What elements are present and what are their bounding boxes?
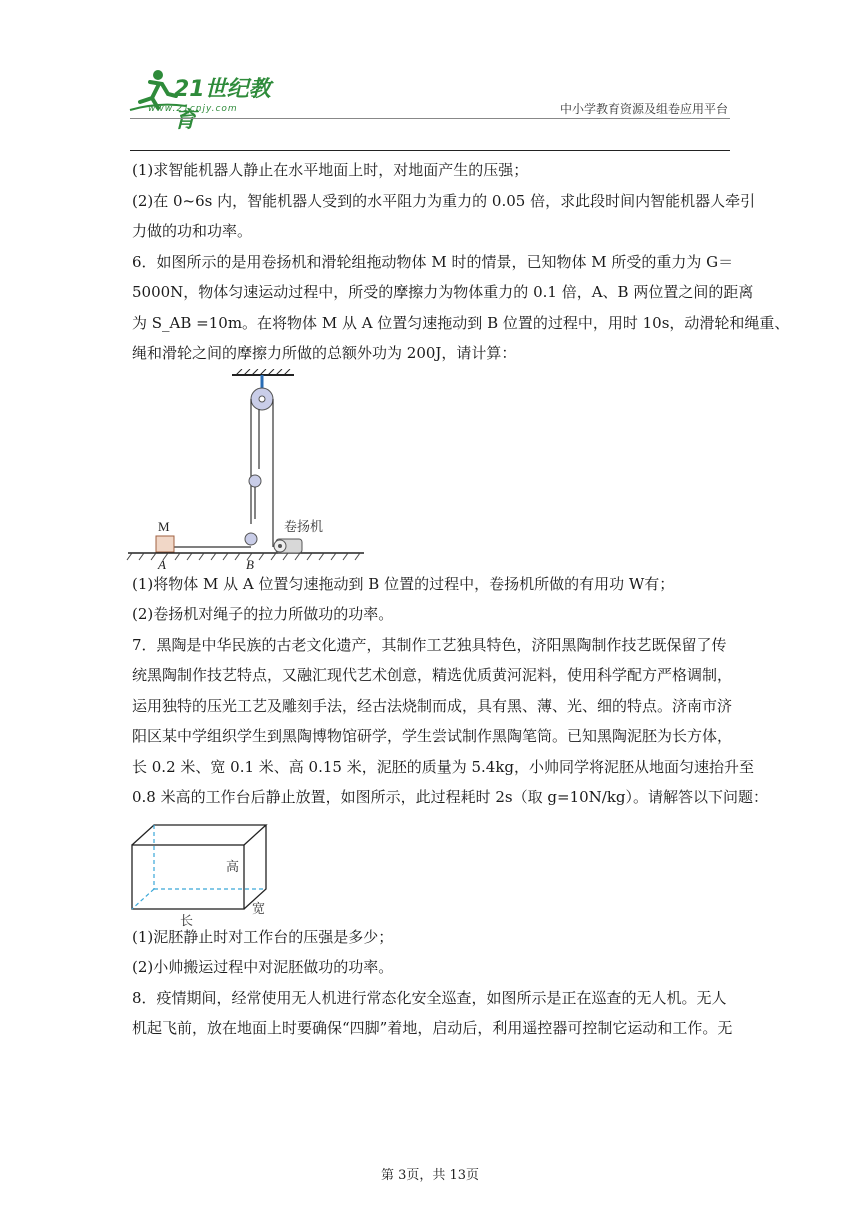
question-8: 8．疫情期间，经常使用无人机进行常态化安全巡查，如图所示是正在巡查的无人机。无人 机起飞前，放在地面上时要确保“四脚”着地，启动后，利用遥控器可控制它运动和工作。无 <box>132 988 733 1037</box>
q6-sub1: (1)将物体 M 从 A 位置匀速拖动到 B 位置的过程中，卷扬机所做的有用功 W有； <box>132 574 675 593</box>
page-number: 第 3页，共 13页 <box>380 1168 480 1183</box>
q7-sub2: (2)小帅搬运过程中对泥胚做功的功率。 <box>132 958 394 976</box>
label-length: 长 <box>180 912 194 927</box>
q5-sub2: (2)在 0~6s 内，智能机器人受到的水平阻力为重力的 0.05 倍，求此段时间内智能机器人牵引 力做的功和功率。 <box>132 191 756 240</box>
label-height: 高 <box>226 858 240 874</box>
logo-url: www.21cnjy.com <box>148 104 238 114</box>
header-divider <box>130 118 730 119</box>
label-m: M <box>158 518 170 534</box>
label-b: B <box>246 556 254 569</box>
question-6: 6．如图所示的是用卷扬机和滑轮组拖动物体 M 时的情景，已知物体 M 所受的重力为 G＝ 5000N，物体匀速运动过程中，所受的摩擦力为物体重力的 0.1 倍，A、B 两位置之间的距离 为 S_AB =10m。在将物体 M 从 A 位置匀速拖动到 B 位置的过程中，用时 10s，动滑轮和绳重、 绳和滑轮之间的摩擦力所做的总额外功为 200J，请计算： <box>132 252 790 362</box>
question-7: 7．黑陶是中华民族的古老文化遗产，其制作工艺独具特色，济阳黑陶制作技艺既保留了传 统黑陶制作技艺特点，又融汇现代艺术创意，精选优质黄河泥料，使用科学配方严格调制， 运用独特的压光工艺及雕刻手法，经古法烧制而成，具有黑、薄、光、细的特点。济南市济 阳区某中学组织学生到黑陶博物馆研学，学生尝试制作黑陶笔筒。已知黑陶泥胚为长方体， 长 0.2 米、宽 0.1 米、高 0.15 米，泥胚的质量为 5.4kg，小帅同学将泥胚从地面匀速抬升至 0.8 米高的工作台后静止放置，如图所示，此过程耗时 2s（取 g=10N/kg）。请解答以下问题： <box>132 635 769 806</box>
cuboid-diagram <box>128 817 428 927</box>
cuboid-figure <box>132 817 732 927</box>
page-header <box>0 0 860 155</box>
winch-pulley-figure <box>132 369 732 569</box>
header-rule <box>130 150 730 151</box>
platform-name: 中小学教育资源及组卷应用平台 <box>559 102 728 116</box>
label-winch: 卷扬机 <box>284 518 324 534</box>
q7-sub1: (1)泥胚静止时对工作台的压强是多少； <box>132 927 394 946</box>
label-a: A <box>158 556 166 569</box>
logo-text: 21世纪教育 <box>174 77 271 133</box>
q5-sub1: (1)求智能机器人静止在水平地面上时，对地面产生的压强； <box>132 161 529 179</box>
q6-sub2: (2)卷扬机对绳子的拉力所做功的功率。 <box>132 605 394 623</box>
winch-pulley-diagram <box>124 369 724 569</box>
label-width: 宽 <box>252 900 266 916</box>
page-body <box>132 155 790 1044</box>
site-logo[interactable] <box>128 66 288 133</box>
